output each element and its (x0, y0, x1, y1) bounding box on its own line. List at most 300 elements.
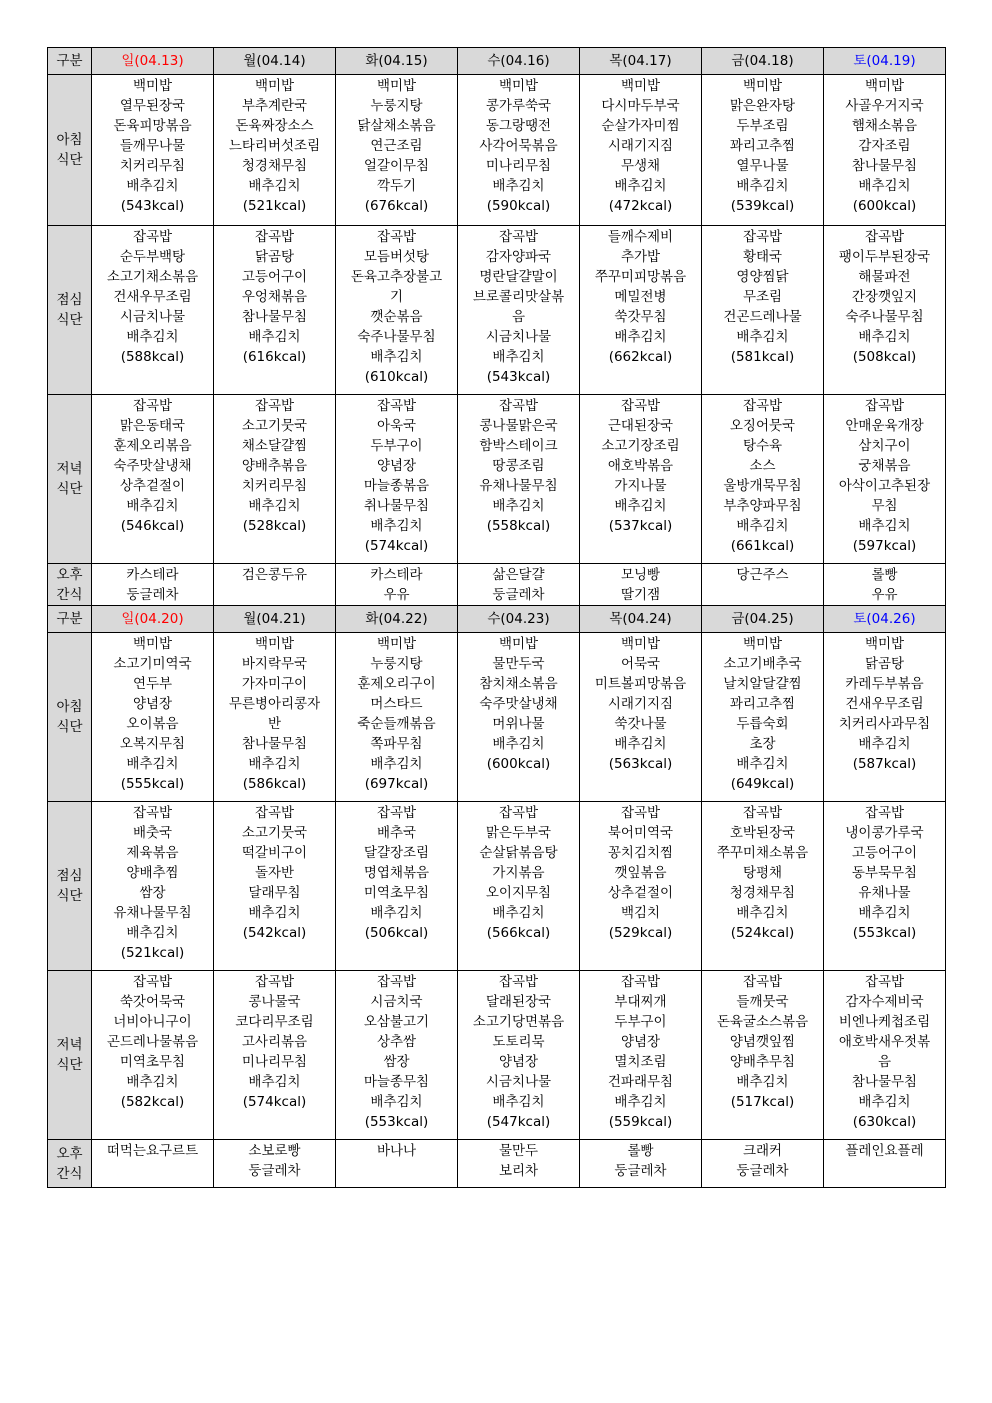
menu-item: 꽁치김치찜 (607, 845, 674, 861)
menu-cell (336, 75, 458, 226)
menu-item: 상추쌈 (376, 1034, 417, 1050)
menu-cell (92, 633, 214, 802)
menu-item: 배추김치 (614, 498, 667, 514)
menu-item: 배추김치 (492, 1094, 545, 1110)
menu-cell (702, 395, 824, 564)
menu-item: 배추김치 (858, 905, 911, 921)
menu-item: 배추김치 (370, 518, 423, 534)
menu-item: 잡곡밥 (742, 229, 783, 245)
menu-item: 배추김치 (248, 178, 301, 194)
menu-item: 애호박볶음 (607, 458, 674, 474)
menu-item: 영양찜닭 (736, 269, 789, 285)
menu-item: 배추김치 (858, 518, 911, 534)
menu-item: 시래기지짐 (607, 696, 674, 712)
menu-item: 잡곡밥 (864, 974, 905, 990)
menu-item: 함박스테이크 (479, 438, 558, 454)
menu-cell (92, 226, 214, 395)
day-header: 금(04.18) (702, 48, 824, 75)
menu-item: (610kcal) (364, 369, 429, 385)
menu-item: 애호박새우젓볶 (838, 1034, 931, 1050)
meal-label-line: 식단 (56, 888, 83, 904)
menu-item: 배추김치 (126, 925, 179, 941)
menu-item: 맑은두부국 (485, 825, 552, 841)
menu-item: 쪽파무침 (370, 736, 423, 752)
menu-item: 건파래무침 (607, 1074, 674, 1090)
menu-item: 우유 (871, 587, 898, 603)
menu-item: 잡곡밥 (254, 974, 295, 990)
menu-item: 배추김치 (126, 1074, 179, 1090)
menu-item: 배추김치 (370, 756, 423, 772)
menu-item: 달래된장국 (485, 994, 552, 1010)
menu-item: 검은콩두유 (241, 567, 308, 583)
menu-item: 배추김치 (248, 1074, 301, 1090)
menu-item: 사각어묵볶음 (479, 138, 558, 154)
lunch-row (48, 226, 946, 395)
menu-item: 숙주나물무침 (357, 329, 436, 345)
menu-item: 두부구이 (614, 1014, 667, 1030)
menu-item: 닭곰탕 (864, 656, 905, 672)
meal-label-line: 식단 (56, 152, 83, 168)
menu-item: 냉이콩가루국 (845, 825, 924, 841)
menu-item: 잡곡밥 (620, 398, 661, 414)
menu-item: 백미밥 (132, 636, 173, 652)
menu-item: 시래기지짐 (607, 138, 674, 154)
menu-item: 상추겉절이 (119, 478, 186, 494)
menu-cell (458, 395, 580, 564)
meal-label-line: 저녁 (56, 461, 83, 477)
menu-item: 참나물무침 (241, 309, 308, 325)
meal-label-line: 점심 (56, 868, 83, 884)
menu-cell (336, 226, 458, 395)
day-header: 일(04.20) (92, 606, 214, 633)
menu-item: 청경채무침 (241, 158, 308, 174)
menu-item: 배추김치 (492, 349, 545, 365)
menu-item: 훈제오리구이 (357, 676, 436, 692)
menu-item: 건곤드레나물 (723, 309, 802, 325)
menu-item: 백미밥 (864, 78, 905, 94)
day-header: 목(04.17) (580, 48, 702, 75)
header-label: 구분 (48, 606, 92, 633)
menu-cell (214, 633, 336, 802)
menu-item: 백미밥 (620, 636, 661, 652)
menu-item: 우엉채볶음 (241, 289, 308, 305)
menu-item: 잡곡밥 (376, 974, 417, 990)
menu-item: 배추김치 (126, 498, 179, 514)
snack-row (48, 564, 946, 606)
menu-item: 배추김치 (248, 756, 301, 772)
menu-item: 치커리사과무침 (838, 716, 931, 732)
menu-item: 훈제오리볶음 (113, 438, 192, 454)
menu-cell (824, 564, 946, 606)
menu-item: 동부묵무침 (851, 865, 918, 881)
menu-item: 오징어뭇국 (729, 418, 796, 434)
menu-cell (580, 75, 702, 226)
menu-item: 땅콩조림 (492, 458, 545, 474)
day-header: 수(04.16) (458, 48, 580, 75)
meal-label (48, 564, 92, 606)
menu-item: 꽈리고추찜 (729, 138, 796, 154)
menu-item: (539kcal) (730, 198, 795, 214)
menu-item: 숙주맛살냉채 (479, 696, 558, 712)
menu-item: 돈육피망볶음 (113, 118, 192, 134)
menu-item: 카스테라 (126, 567, 179, 583)
menu-item: 숙주나물무침 (845, 309, 924, 325)
menu-item: 부대찌개 (614, 994, 667, 1010)
menu-cell (702, 75, 824, 226)
menu-item: 양배추찜 (126, 865, 179, 881)
menu-item: 배추김치 (614, 329, 667, 345)
menu-cell (214, 395, 336, 564)
menu-item: 오이지무침 (485, 885, 552, 901)
menu-item: (630kcal) (852, 1114, 917, 1130)
menu-item: 카스테라 (370, 567, 423, 583)
menu-item: 양배추무침 (729, 1054, 796, 1070)
menu-item: 근대된장국 (607, 418, 674, 434)
menu-item: 맑은동태국 (119, 418, 186, 434)
day-header: 수(04.23) (458, 606, 580, 633)
menu-item: 유채나물무침 (113, 905, 192, 921)
menu-item: 쑥갓어묵국 (119, 994, 186, 1010)
menu-item: 너비아니구이 (113, 1014, 192, 1030)
menu-item: 감자양파국 (485, 249, 552, 265)
menu-item: (563kcal) (608, 756, 673, 772)
day-header: 금(04.25) (702, 606, 824, 633)
menu-item: 북어미역국 (607, 825, 674, 841)
menu-item: 백미밥 (498, 78, 539, 94)
menu-item: 잡곡밥 (498, 398, 539, 414)
menu-item: 꽈리고추찜 (729, 696, 796, 712)
menu-item: 소고기뭇국 (241, 418, 308, 434)
menu-item: 두부구이 (370, 438, 423, 454)
menu-item: 열무된장국 (119, 98, 186, 114)
menu-item: (547kcal) (486, 1114, 551, 1130)
menu-item: 잡곡밥 (132, 398, 173, 414)
menu-item: 아삭이고추된장 (838, 478, 931, 494)
menu-item: 달걀장조림 (363, 845, 430, 861)
menu-item: (586kcal) (242, 776, 307, 792)
menu-item: (508kcal) (852, 349, 917, 365)
menu-item: 시금치나물 (485, 1074, 552, 1090)
menu-item: 반 (267, 716, 282, 732)
meal-label-line: 식단 (56, 312, 83, 328)
menu-item: (697kcal) (364, 776, 429, 792)
menu-item: 참나물무침 (851, 1074, 918, 1090)
menu-item: 배추김치 (614, 736, 667, 752)
menu-item: 감자수제비국 (845, 994, 924, 1010)
menu-item: 참치채소볶음 (479, 676, 558, 692)
menu-item: 모듬버섯탕 (363, 249, 430, 265)
menu-item: 가지나물 (614, 478, 667, 494)
menu-cell (92, 564, 214, 606)
meal-label-line: 식단 (56, 481, 83, 497)
menu-cell (214, 75, 336, 226)
menu-item: 누룽지탕 (370, 98, 423, 114)
menu-item: 배추김치 (858, 329, 911, 345)
menu-item: 양념장 (376, 458, 417, 474)
menu-item: 맑은완자탕 (729, 98, 796, 114)
day-header: 월(04.14) (214, 48, 336, 75)
day-header: 일(04.13) (92, 48, 214, 75)
menu-item: 고등어구이 (241, 269, 308, 285)
menu-item: 양념깻잎찜 (729, 1034, 796, 1050)
menu-item: 둥글레차 (492, 587, 545, 603)
menu-item: 배추김치 (736, 329, 789, 345)
menu-item: 느타리버섯조림 (228, 138, 321, 154)
menu-item: (574kcal) (364, 538, 429, 554)
menu-item: 쑥갓나물 (614, 716, 667, 732)
menu-item: 떡갈비구이 (241, 845, 308, 861)
menu-cell (214, 564, 336, 606)
menu-item: 달래무침 (248, 885, 301, 901)
meal-label-line: 아침 (56, 699, 83, 715)
menu-item: 햄채소볶음 (851, 118, 918, 134)
menu-item: 백미밥 (620, 78, 661, 94)
menu-item: 참나물무침 (241, 736, 308, 752)
menu-cell (214, 802, 336, 971)
menu-item: 쑥갓무침 (614, 309, 667, 325)
menu-item: 잡곡밥 (620, 805, 661, 821)
menu-item: 소고기채소볶음 (106, 269, 199, 285)
menu-item: 잡곡밥 (376, 229, 417, 245)
menu-item: 안매운육개장 (845, 418, 924, 434)
menu-item: 날치알달걀찜 (723, 676, 802, 692)
menu-item: 순살닭볶음탕 (479, 845, 558, 861)
menu-item: 고등어구이 (851, 845, 918, 861)
menu-cell (580, 802, 702, 971)
menu-item: (559kcal) (608, 1114, 673, 1130)
menu-cell (824, 226, 946, 395)
menu-item: 배추김치 (736, 518, 789, 534)
menu-cell (702, 971, 824, 1140)
menu-item: 양념장 (620, 1034, 661, 1050)
menu-item: 돈육짜장소스 (235, 118, 314, 134)
menu-item: 배추김치 (248, 905, 301, 921)
menu-item: (587kcal) (852, 756, 917, 772)
menu-item: 사골우거지국 (845, 98, 924, 114)
menu-item: (546kcal) (120, 518, 185, 534)
menu-item: (529kcal) (608, 925, 673, 941)
menu-item: 깍두기 (376, 178, 417, 194)
menu-item: 배추김치 (248, 498, 301, 514)
menu-item: 닭곰탕 (254, 249, 295, 265)
menu-cell (92, 1140, 214, 1188)
menu-item: (649kcal) (730, 776, 795, 792)
menu-item: 궁채볶음 (858, 458, 911, 474)
menu-item: 채소달걀찜 (241, 438, 308, 454)
menu-item: 미역초무침 (363, 885, 430, 901)
meal-label-line: 점심 (56, 292, 83, 308)
menu-item: 멸치조림 (614, 1054, 667, 1070)
menu-item: 울방개묵무침 (723, 478, 802, 494)
menu-item: 잡곡밥 (498, 974, 539, 990)
menu-item: 잡곡밥 (864, 229, 905, 245)
menu-item: 아욱국 (376, 418, 417, 434)
menu-cell (824, 395, 946, 564)
menu-item: 건새우무조림 (113, 289, 192, 305)
menu-item: 배추김치 (492, 498, 545, 514)
snack-row (48, 1140, 946, 1188)
menu-item: 배추김치 (126, 329, 179, 345)
menu-item: 메밀전병 (614, 289, 667, 305)
menu-item: 청경채무침 (729, 885, 796, 901)
lunch-row (48, 802, 946, 971)
menu-cell (702, 564, 824, 606)
menu-item: 소고기장조림 (601, 438, 680, 454)
menu-item: (661kcal) (730, 538, 795, 554)
menu-cell (580, 395, 702, 564)
menu-item: (558kcal) (486, 518, 551, 534)
menu-item: 콩나물국 (248, 994, 301, 1010)
menu-item: 잡곡밥 (254, 805, 295, 821)
menu-item: 배추김치 (370, 905, 423, 921)
menu-cell (824, 75, 946, 226)
menu-cell (702, 802, 824, 971)
menu-item: 들깨무나물 (119, 138, 186, 154)
menu-item: 백미밥 (254, 636, 295, 652)
menu-item: 참나물무침 (851, 158, 918, 174)
menu-cell (458, 1140, 580, 1188)
menu-item: 소고기뭇국 (241, 825, 308, 841)
menu-item: (597kcal) (852, 538, 917, 554)
menu-item: 배추김치 (126, 756, 179, 772)
menu-cell (336, 395, 458, 564)
menu-item: 잡곡밥 (742, 805, 783, 821)
menu-item: (600kcal) (486, 756, 551, 772)
menu-item: 취나물무침 (363, 498, 430, 514)
menu-item: 잡곡밥 (254, 398, 295, 414)
menu-item: 무른병아리콩자 (228, 696, 321, 712)
meal-label-line: 저녁 (56, 1037, 83, 1053)
menu-item: 고사리볶음 (241, 1034, 308, 1050)
day-header: 월(04.21) (214, 606, 336, 633)
menu-item: 상추겉절이 (607, 885, 674, 901)
menu-item: 건새우무조림 (845, 696, 924, 712)
menu-item: 배추김치 (736, 756, 789, 772)
menu-item: 백미밥 (376, 636, 417, 652)
menu-item: 탕수육 (742, 438, 783, 454)
menu-item: 미나리무침 (241, 1054, 308, 1070)
menu-item: 딸기잼 (620, 587, 661, 603)
menu-item: 열무나물 (736, 158, 789, 174)
menu-item: (506kcal) (364, 925, 429, 941)
menu-cell (336, 564, 458, 606)
menu-item: 두릅숙회 (736, 716, 789, 732)
menu-item: 배추김치 (492, 905, 545, 921)
meal-label (48, 1140, 92, 1188)
menu-item: 시금치나물 (119, 309, 186, 325)
menu-item: 잡곡밥 (376, 805, 417, 821)
menu-item: 기 (389, 289, 404, 305)
menu-item: (521kcal) (242, 198, 307, 214)
menu-item: 얼갈이무침 (363, 158, 430, 174)
menu-item: 잡곡밥 (864, 805, 905, 821)
menu-item: 연두부 (132, 676, 173, 692)
menu-cell (336, 633, 458, 802)
menu-item: 누룽지탕 (370, 656, 423, 672)
menu-item: 잡곡밥 (498, 229, 539, 245)
menu-cell (336, 1140, 458, 1188)
menu-cell (458, 75, 580, 226)
menu-item: 오복지무침 (119, 736, 186, 752)
day-header: 화(04.15) (336, 48, 458, 75)
menu-item: 백미밥 (864, 636, 905, 652)
menu-item: 감자조림 (858, 138, 911, 154)
menu-item: 소고기미역국 (113, 656, 192, 672)
menu-item: (555kcal) (120, 776, 185, 792)
meal-plan-table (47, 47, 946, 1188)
menu-item: (543kcal) (120, 198, 185, 214)
menu-item: 백김치 (620, 905, 661, 921)
menu-item: 콩나물맑은국 (479, 418, 558, 434)
breakfast-row (48, 633, 946, 802)
menu-item: 잡곡밥 (742, 398, 783, 414)
menu-item: 두부조림 (736, 118, 789, 134)
menu-item: 치커리무침 (119, 158, 186, 174)
menu-item: 음 (877, 1054, 892, 1070)
menu-item: 배추김치 (492, 736, 545, 752)
meal-label (48, 75, 92, 226)
menu-item: 둥글레차 (736, 1163, 789, 1179)
menu-item: 들깨수제비 (607, 229, 674, 245)
menu-item: 음 (511, 309, 526, 325)
menu-item: 롤빵 (871, 567, 898, 583)
menu-cell (458, 971, 580, 1140)
menu-cell (702, 226, 824, 395)
menu-cell (580, 633, 702, 802)
menu-item: (543kcal) (486, 369, 551, 385)
menu-item: (553kcal) (852, 925, 917, 941)
menu-item: 물만두 (498, 1143, 539, 1159)
menu-item: 어묵국 (620, 656, 661, 672)
menu-item: 죽순들깨볶음 (357, 716, 436, 732)
day-header: 화(04.22) (336, 606, 458, 633)
menu-cell (458, 226, 580, 395)
menu-item: 쭈꾸미채소볶음 (716, 845, 809, 861)
menu-item: 콩가루쑥국 (485, 98, 552, 114)
menu-item: (553kcal) (364, 1114, 429, 1130)
menu-item: 탕평채 (742, 865, 783, 881)
menu-item: 마늘종볶음 (363, 478, 430, 494)
menu-item: (524kcal) (730, 925, 795, 941)
menu-item: 크래커 (742, 1143, 783, 1159)
menu-item: 오이볶음 (126, 716, 179, 732)
menu-item: 돈육고추장불고 (350, 269, 443, 285)
menu-item: 배추김치 (614, 178, 667, 194)
menu-item: 미트볼피망볶음 (594, 676, 687, 692)
menu-item: 비엔나케첩조림 (838, 1014, 931, 1030)
meal-label-line: 오후 (56, 566, 83, 583)
meal-label (48, 971, 92, 1140)
meal-label (48, 226, 92, 395)
menu-item: (590kcal) (486, 198, 551, 214)
menu-item: 유채나물무침 (479, 478, 558, 494)
menu-item: 롤빵 (627, 1143, 654, 1159)
dinner-row (48, 971, 946, 1140)
menu-item: 돈육굴소스볶음 (716, 1014, 809, 1030)
menu-item: 마늘종무침 (363, 1074, 430, 1090)
menu-item: 곤드레나물볶음 (106, 1034, 199, 1050)
menu-item: 배추김치 (858, 736, 911, 752)
menu-item: 추가밥 (620, 249, 661, 265)
menu-item: 유채나물 (858, 885, 911, 901)
menu-item: (582kcal) (120, 1094, 185, 1110)
menu-item: 명엽채볶음 (363, 865, 430, 881)
header-label: 구분 (48, 48, 92, 75)
menu-item: 플레인요플레 (845, 1143, 924, 1159)
day-header: 목(04.24) (580, 606, 702, 633)
menu-item: (616kcal) (242, 349, 307, 365)
menu-item: (566kcal) (486, 925, 551, 941)
